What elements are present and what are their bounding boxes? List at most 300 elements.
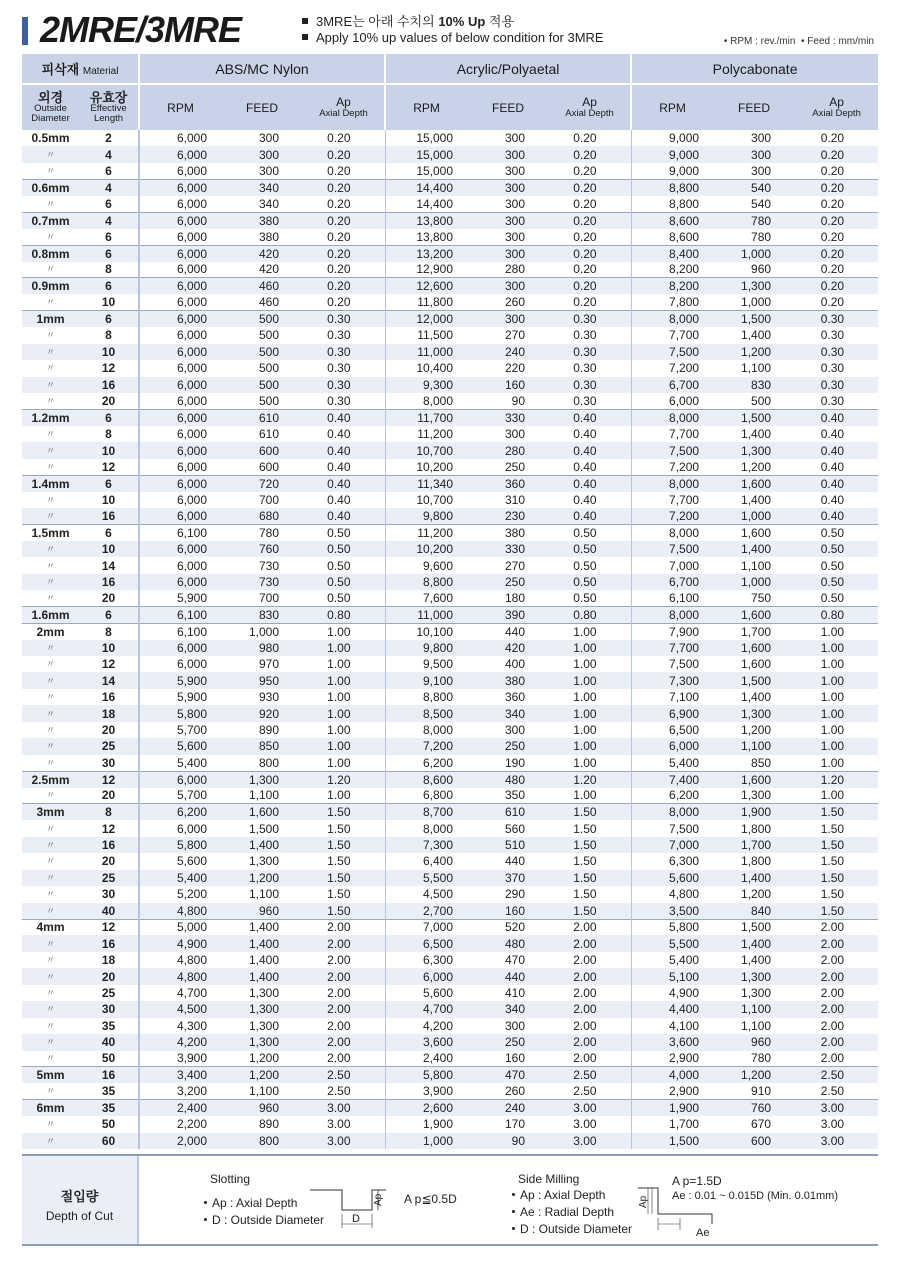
rpm-cell: 1,900 — [385, 1116, 467, 1132]
feed-cell: 370 — [467, 870, 549, 886]
rpm-cell: 6,100 — [631, 590, 713, 606]
effective-length-cell: 8 — [79, 426, 139, 442]
ap-cell: 0.40 — [327, 459, 351, 474]
feed-cell: 300 — [467, 245, 549, 261]
ap-cell: 0.20 — [820, 229, 845, 244]
rpm-cell: 6,200 — [385, 755, 467, 771]
ap-cell: 0.30 — [549, 344, 631, 360]
rpm-cell: 2,700 — [385, 903, 467, 919]
outside-diameter-cell: 〃 — [45, 560, 55, 571]
ap-cell: 2.00 — [573, 953, 597, 968]
outside-diameter-cell: 〃 — [22, 705, 79, 721]
rpm-cell: 5,700 — [139, 722, 221, 738]
outside-diameter-cell: 〃 — [45, 264, 55, 275]
ap-cell: 2.00 — [549, 919, 631, 935]
rpm-cell: 5,500 — [631, 935, 713, 951]
rpm-cell: 5,200 — [139, 886, 221, 902]
feed-cell: 780 — [751, 229, 772, 244]
outside-diameter-cell: 0.7mm — [22, 212, 79, 228]
ap-cell: 2.50 — [820, 1084, 845, 1099]
col-ap: Ap Axial Depth — [549, 84, 631, 130]
table-row — [22, 229, 878, 245]
outside-diameter-cell: 0.5mm — [31, 131, 70, 146]
outside-diameter-cell: 5mm — [22, 1067, 79, 1083]
feed-cell: 1,600 — [741, 657, 772, 672]
outside-diameter-cell: 〃 — [45, 1086, 55, 1097]
feed-cell: 500 — [258, 361, 280, 376]
effective-length-cell: 6 — [79, 475, 139, 491]
feed-cell: 1,400 — [741, 690, 772, 705]
slotting-diagram — [308, 1176, 408, 1234]
side-condition-ap: A p=1.5D — [672, 1174, 722, 1188]
effective-length-cell: 6 — [79, 278, 139, 294]
rpm-cell: 10,700 — [385, 442, 467, 458]
ap-cell: 1.00 — [549, 623, 631, 639]
feed-cell: 600 — [221, 442, 303, 458]
feed-cell: 260 — [505, 1084, 526, 1099]
ap-cell: 1.50 — [573, 854, 597, 869]
ap-cell: 0.20 — [573, 262, 597, 277]
ap-cell: 1.00 — [549, 672, 631, 688]
table-row — [22, 262, 878, 278]
ap-cell: 0.20 — [820, 163, 845, 178]
rpm-cell: 7,500 — [631, 344, 713, 360]
ap-cell: 1.00 — [820, 722, 845, 737]
outside-diameter-cell: 〃 — [22, 377, 79, 393]
ap-cell: 1.50 — [327, 821, 351, 836]
rpm-cell: 5,600 — [631, 870, 713, 886]
effective-length-cell: 12 — [79, 919, 139, 935]
rpm-cell: 7,500 — [631, 820, 713, 836]
ap-cell: 0.30 — [820, 328, 845, 343]
rpm-cell: 10,400 — [385, 360, 467, 376]
ap-cell: 0.50 — [820, 591, 845, 606]
feed-cell: 340 — [467, 1001, 549, 1017]
rpm-cell: 6,000 — [139, 311, 221, 327]
rpm-cell: 6,100 — [139, 623, 221, 639]
effective-length-cell: 16 — [79, 935, 139, 951]
outside-diameter-cell: 〃 — [45, 856, 55, 867]
ap-cell: 1.00 — [795, 623, 878, 639]
outside-diameter-cell: 〃 — [22, 1133, 79, 1149]
feed-cell: 300 — [505, 1018, 526, 1033]
feed-cell: 280 — [467, 442, 549, 458]
ap-cell: 0.40 — [303, 409, 385, 425]
ap-cell: 1.00 — [820, 788, 845, 803]
feed-cell: 1,500 — [713, 409, 795, 425]
feed-cell: 1,200 — [248, 1051, 280, 1066]
ap-cell: 0.40 — [549, 442, 631, 458]
rpm-cell: 8,200 — [631, 278, 713, 294]
rpm-cell: 2,900 — [631, 1051, 713, 1067]
ap-cell: 0.40 — [327, 427, 351, 442]
feed-cell: 1,900 — [713, 804, 795, 820]
effective-length-cell: 16 — [79, 377, 139, 393]
ap-cell: 0.50 — [549, 541, 631, 557]
feed-cell: 1,400 — [221, 919, 303, 935]
ap-cell: 0.30 — [573, 328, 597, 343]
outside-diameter-cell: 〃 — [45, 987, 55, 998]
effective-length-cell: 20 — [79, 788, 139, 804]
feed-cell: 1,200 — [713, 1067, 795, 1083]
rpm-cell: 6,400 — [385, 853, 467, 869]
feed-cell: 1,100 — [713, 738, 795, 754]
rpm-cell: 5,900 — [139, 672, 221, 688]
feed-cell: 400 — [505, 657, 526, 672]
rpm-cell: 6,700 — [631, 377, 713, 393]
feed-cell: 440 — [467, 623, 549, 639]
rpm-cell: 5,400 — [631, 952, 713, 968]
feed-cell: 830 — [713, 377, 795, 393]
ap-cell: 2.00 — [327, 953, 351, 968]
side-item-ae: Ae : Radial Depth — [512, 1205, 614, 1219]
table-row — [22, 656, 878, 672]
slotting-d-label: D — [352, 1213, 360, 1225]
ap-cell: 0.20 — [303, 179, 385, 195]
rpm-cell: 8,000 — [631, 804, 713, 820]
ap-cell: 0.20 — [795, 278, 878, 294]
table-row — [22, 640, 878, 656]
feed-cell: 410 — [505, 985, 526, 1000]
feed-cell: 1,400 — [713, 935, 795, 951]
feed-cell: 480 — [467, 771, 549, 787]
table-row — [22, 755, 878, 771]
ap-cell: 0.40 — [820, 427, 845, 442]
rpm-cell: 8,000 — [385, 820, 467, 836]
table-row — [22, 130, 878, 146]
col-rpm: RPM — [385, 84, 467, 130]
rpm-cell: 6,000 — [139, 640, 221, 656]
group-header-abs: ABS/MC Nylon — [139, 54, 385, 84]
feed-cell: 340 — [467, 705, 549, 721]
feed-cell: 680 — [221, 508, 303, 524]
ap-cell: 0.40 — [795, 409, 878, 425]
ap-cell: 3.00 — [327, 1117, 351, 1132]
col-rpm: RPM — [139, 84, 221, 130]
effective-length-cell: 10 — [79, 344, 139, 360]
rpm-cell: 2,600 — [385, 1100, 467, 1116]
outside-diameter-cell: 〃 — [45, 1020, 55, 1031]
effective-length-cell: 16 — [79, 1067, 139, 1083]
rpm-cell: 6,000 — [139, 820, 221, 836]
ap-cell: 0.20 — [573, 131, 597, 146]
table-row — [22, 426, 878, 442]
outside-diameter-cell: 〃 — [22, 574, 79, 590]
ap-cell: 0.20 — [573, 229, 597, 244]
outside-diameter-cell: 〃 — [45, 165, 55, 176]
ap-cell: 2.50 — [327, 1084, 351, 1099]
feed-cell: 300 — [258, 131, 280, 146]
effective-length-cell: 50 — [79, 1116, 139, 1132]
feed-cell: 1,200 — [741, 722, 772, 737]
ap-cell: 0.50 — [795, 574, 878, 590]
ap-cell: 2.00 — [549, 1001, 631, 1017]
feed-cell: 930 — [258, 690, 280, 705]
ap-cell: 1.50 — [820, 887, 845, 902]
side-item-ap: Ap : Axial Depth — [512, 1188, 605, 1202]
ap-cell: 0.50 — [327, 558, 351, 573]
rpm-cell: 6,000 — [139, 262, 221, 278]
outside-diameter-cell: 〃 — [45, 823, 55, 834]
rpm-cell: 7,000 — [385, 919, 467, 935]
feed-cell: 1,300 — [713, 442, 795, 458]
feed-cell: 1,600 — [713, 771, 795, 787]
effective-length-cell: 30 — [79, 1001, 139, 1017]
effective-length-cell: 50 — [79, 1051, 139, 1067]
ap-cell: 1.20 — [795, 771, 878, 787]
table-row — [22, 935, 878, 951]
feed-cell: 300 — [751, 131, 772, 146]
rpm-cell: 5,600 — [139, 853, 221, 869]
table-row — [22, 459, 878, 475]
table-row — [22, 738, 878, 754]
rpm-cell: 3,900 — [385, 1083, 467, 1099]
effective-length-cell: 35 — [79, 1018, 139, 1034]
slotting-title: Slotting — [210, 1172, 251, 1186]
ap-cell: 0.20 — [820, 131, 845, 146]
feed-cell: 300 — [505, 229, 526, 244]
outside-diameter-cell: 〃 — [22, 738, 79, 754]
feed-cell: 800 — [258, 755, 280, 770]
feed-cell: 780 — [713, 212, 795, 228]
effective-length-cell: 14 — [79, 557, 139, 573]
outside-diameter-cell: 〃 — [22, 640, 79, 656]
ap-cell: 3.00 — [549, 1100, 631, 1116]
table-row — [22, 985, 878, 1001]
col-effective-length: 유효장 Effective Length — [79, 84, 139, 130]
effective-length-cell: 10 — [79, 294, 139, 310]
rpm-cell: 6,000 — [139, 146, 221, 162]
rpm-cell: 4,500 — [385, 886, 467, 902]
outside-diameter-cell: 〃 — [45, 429, 55, 440]
table-row — [22, 1133, 878, 1149]
depth-of-cut-label: 절입량 Depth of Cut — [22, 1156, 139, 1244]
rpm-cell: 4,500 — [139, 1001, 221, 1017]
ap-cell: 0.50 — [820, 558, 845, 573]
table-row — [22, 245, 878, 261]
ap-cell: 2.00 — [795, 1034, 878, 1050]
effective-length-cell: 8 — [79, 804, 139, 820]
rpm-cell: 6,000 — [385, 968, 467, 984]
header-notes — [302, 14, 604, 46]
feed-cell: 90 — [467, 1133, 549, 1149]
rpm-cell: 8,000 — [631, 607, 713, 623]
rpm-cell: 7,200 — [631, 459, 713, 475]
rpm-cell: 6,000 — [139, 377, 221, 393]
ap-cell: 1.50 — [303, 903, 385, 919]
rpm-cell: 8,000 — [385, 393, 467, 409]
feed-cell: 600 — [258, 459, 280, 474]
outside-diameter-cell: 〃 — [45, 724, 55, 735]
feed-cell: 1,600 — [713, 475, 795, 491]
outside-diameter-cell: 〃 — [22, 935, 79, 951]
outside-diameter-cell: 2.5mm — [22, 771, 79, 787]
slotting-item-ap: Ap : Axial Depth — [204, 1196, 297, 1210]
feed-cell: 540 — [713, 179, 795, 195]
feed-cell: 610 — [467, 804, 549, 820]
outside-diameter-cell: 0.8mm — [22, 245, 79, 261]
ap-cell: 0.40 — [795, 442, 878, 458]
rpm-cell: 6,000 — [139, 229, 221, 245]
rpm-cell: 11,000 — [385, 607, 467, 623]
feed-cell: 300 — [467, 179, 549, 195]
feed-cell: 1,800 — [741, 854, 772, 869]
ap-cell: 0.20 — [549, 278, 631, 294]
ap-cell: 2.00 — [573, 1051, 597, 1066]
effective-length-cell: 25 — [79, 870, 139, 886]
feed-cell: 980 — [221, 640, 303, 656]
feed-cell: 160 — [505, 1051, 526, 1066]
ap-cell: 1.50 — [327, 854, 351, 869]
rpm-cell: 6,000 — [139, 475, 221, 491]
col-ap: Ap Axial Depth — [303, 84, 385, 130]
rpm-cell: 8,800 — [385, 689, 467, 705]
feed-cell: 470 — [467, 1067, 549, 1083]
ap-cell: 0.20 — [549, 179, 631, 195]
ap-cell: 0.30 — [573, 393, 597, 408]
rpm-cell: 8,200 — [631, 262, 713, 278]
feed-cell: 300 — [467, 212, 549, 228]
feed-cell: 1,400 — [741, 953, 772, 968]
table-row — [22, 541, 878, 557]
ap-cell: 1.50 — [573, 887, 597, 902]
ap-cell: 0.20 — [327, 163, 351, 178]
table-row — [22, 179, 878, 195]
rpm-cell: 6,000 — [139, 212, 221, 228]
table-row — [22, 820, 878, 836]
feed-cell: 950 — [221, 672, 303, 688]
effective-length-cell: 12 — [79, 459, 139, 475]
outside-diameter-cell: 〃 — [45, 494, 55, 505]
rpm-cell: 7,400 — [631, 771, 713, 787]
feed-cell: 1,400 — [221, 935, 303, 951]
feed-cell: 160 — [467, 903, 549, 919]
ap-cell: 2.00 — [820, 1018, 845, 1033]
feed-cell: 1,300 — [713, 968, 795, 984]
feed-cell: 380 — [221, 212, 303, 228]
table-row — [22, 919, 878, 935]
ap-cell: 0.20 — [303, 212, 385, 228]
feed-cell: 300 — [505, 163, 526, 178]
ap-cell: 2.00 — [327, 1051, 351, 1066]
table-row — [22, 968, 878, 984]
side-item-d: D : Outside Diameter — [512, 1222, 632, 1236]
rpm-cell: 4,800 — [631, 886, 713, 902]
feed-cell: 1,700 — [713, 623, 795, 639]
rpm-cell: 4,200 — [139, 1034, 221, 1050]
feed-cell: 260 — [505, 295, 526, 310]
table-body — [22, 130, 878, 1149]
depth-of-cut-section — [22, 1154, 878, 1246]
feed-cell: 250 — [505, 459, 526, 474]
ap-cell: 0.40 — [573, 459, 597, 474]
feed-cell: 300 — [467, 278, 549, 294]
feed-cell: 1,200 — [741, 459, 772, 474]
feed-cell: 1,100 — [248, 887, 280, 902]
outside-diameter-cell: 〃 — [45, 198, 55, 209]
ap-cell: 1.00 — [573, 788, 597, 803]
rpm-cell: 2,000 — [139, 1133, 221, 1149]
rpm-cell: 7,900 — [631, 623, 713, 639]
feed-cell: 1,300 — [713, 278, 795, 294]
title-accent-bar — [22, 17, 28, 45]
outside-diameter-cell: 〃 — [45, 889, 55, 900]
ap-cell: 0.50 — [549, 574, 631, 590]
outside-diameter-cell: 3mm — [22, 804, 79, 820]
feed-cell: 360 — [505, 690, 526, 705]
ap-cell: 0.40 — [303, 508, 385, 524]
outside-diameter-cell: 1.2mm — [22, 409, 79, 425]
ap-cell: 0.20 — [327, 262, 351, 277]
feed-cell: 730 — [221, 574, 303, 590]
rpm-cell: 4,200 — [385, 1018, 467, 1034]
table-row — [22, 837, 878, 853]
effective-length-cell: 16 — [79, 508, 139, 524]
feed-cell: 1,300 — [741, 788, 772, 803]
outside-diameter-cell: 〃 — [45, 790, 55, 801]
rpm-cell: 6,000 — [139, 163, 221, 179]
table-row — [22, 212, 878, 228]
table-row — [22, 409, 878, 425]
ap-cell: 0.20 — [573, 163, 597, 178]
effective-length-cell: 12 — [79, 771, 139, 787]
effective-length-cell: 4 — [79, 146, 139, 162]
feed-cell: 1,600 — [713, 640, 795, 656]
rpm-cell: 13,800 — [385, 212, 467, 228]
ap-cell: 2.00 — [795, 968, 878, 984]
col-feed: FEED — [467, 84, 549, 130]
page-header — [0, 0, 900, 54]
feed-cell: 300 — [467, 311, 549, 327]
rpm-cell: 6,000 — [139, 508, 221, 524]
table-row — [22, 1001, 878, 1017]
outside-diameter-cell: 〃 — [22, 344, 79, 360]
effective-length-cell: 6 — [79, 409, 139, 425]
feed-cell: 1,200 — [221, 870, 303, 886]
feed-cell: 610 — [258, 427, 280, 442]
rpm-cell: 6,000 — [139, 179, 221, 195]
side-condition-ae: Ae : 0.01 ~ 0.015D (Min. 0.01mm) — [672, 1190, 838, 1202]
ap-cell: 1.50 — [795, 903, 878, 919]
rpm-cell: 8,700 — [385, 804, 467, 820]
rpm-cell: 5,800 — [139, 837, 221, 853]
outside-diameter-cell: 〃 — [45, 363, 55, 374]
effective-length-cell: 2 — [79, 130, 139, 146]
ap-cell: 0.20 — [549, 146, 631, 162]
rpm-cell: 1,500 — [631, 1133, 713, 1149]
table-row — [22, 886, 878, 902]
ap-cell: 0.30 — [820, 361, 845, 376]
ap-cell: 1.00 — [573, 755, 597, 770]
ap-cell: 1.50 — [549, 903, 631, 919]
rpm-cell: 15,000 — [385, 130, 467, 146]
feed-cell: 250 — [467, 738, 549, 754]
outside-diameter-cell: 〃 — [45, 692, 55, 703]
ap-cell: 1.00 — [549, 738, 631, 754]
feed-cell: 670 — [751, 1117, 772, 1132]
rpm-cell: 8,600 — [631, 212, 713, 228]
feed-cell: 1,300 — [221, 1034, 303, 1050]
ap-cell: 2.00 — [303, 1001, 385, 1017]
rpm-cell: 4,700 — [139, 985, 221, 1001]
outside-diameter-cell: 1.5mm — [22, 525, 79, 541]
table-row — [22, 1018, 878, 1034]
effective-length-cell: 30 — [79, 886, 139, 902]
ap-cell: 2.00 — [820, 1051, 845, 1066]
ap-cell: 0.40 — [549, 475, 631, 491]
feed-cell: 300 — [258, 163, 280, 178]
material-header: 피삭재 Material — [22, 54, 139, 84]
